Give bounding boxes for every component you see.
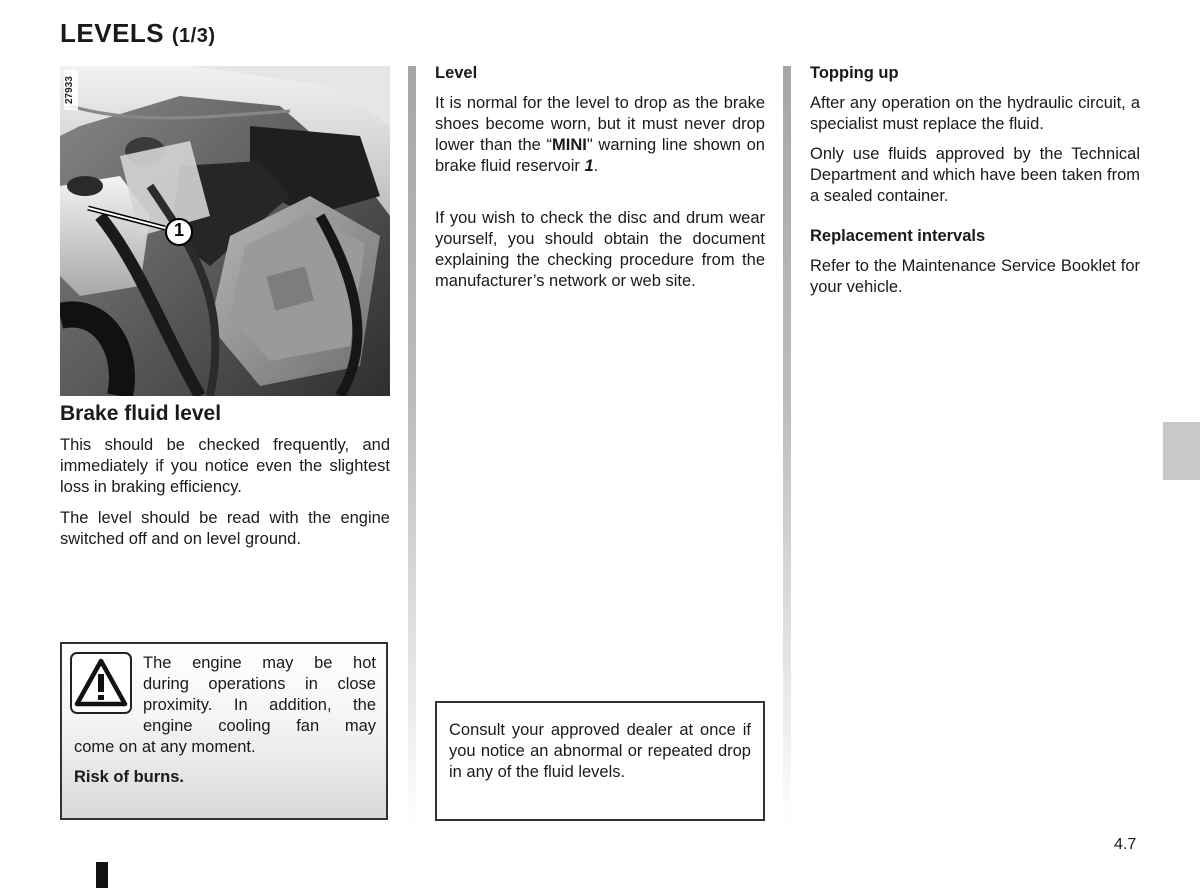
warning-line-5: come on at any moment. bbox=[74, 738, 256, 756]
warning-line-3: proximity. In addition, the bbox=[143, 696, 376, 714]
page-number: 4.7 bbox=[1114, 836, 1137, 853]
level-para1-a: It is normal for the level to drop as the brake shoes become worn, but it must never drop lower than the “ bbox=[435, 94, 765, 154]
page-title-text: LEVELS bbox=[60, 18, 165, 48]
replacement-heading: Replacement intervals bbox=[810, 227, 986, 245]
warning-line-2: during operations in close bbox=[143, 675, 376, 693]
warning-triangle-icon bbox=[70, 652, 132, 714]
topping-up-heading: Topping up bbox=[810, 64, 899, 82]
chapter-tab bbox=[1163, 422, 1200, 480]
crop-mark bbox=[96, 862, 108, 888]
level-para1-end: . bbox=[593, 157, 599, 175]
warning-risk: Risk of burns. bbox=[74, 768, 185, 786]
column-divider-1 bbox=[408, 66, 416, 826]
warning-line-4: engine cooling fan may bbox=[143, 717, 376, 735]
level-para1-b: " warning line shown on brake fluid reservoir bbox=[435, 136, 765, 175]
brake-fluid-para2: The level should be read with the engine switched off and on level ground. bbox=[60, 509, 390, 548]
brake-fluid-para1: This should be checked frequently, and immediately if you notice even the slightest loss in braking efficiency. bbox=[60, 436, 390, 496]
page-title-part: (1/3) bbox=[171, 25, 216, 47]
page-title bbox=[60, 18, 216, 49]
engine-bay-photo bbox=[60, 66, 390, 396]
replacement-para1: Refer to the Maintenance Service Booklet for your vehicle. bbox=[810, 257, 1140, 296]
level-para2: If you wish to check the disc and drum wear yourself, you should obtain the document explaining the checking procedure from the manufacturer’s network or web site. bbox=[435, 209, 765, 290]
level-heading: Level bbox=[435, 64, 478, 82]
level-para1 bbox=[435, 93, 765, 177]
callout-label: 1 bbox=[173, 220, 184, 240]
column-divider-2 bbox=[783, 66, 791, 826]
consult-text: Consult your approved dealer at once if you notice an abnormal or repeated drop in any of the fluid levels. bbox=[449, 721, 751, 781]
warning-line-1: The engine may be hot bbox=[143, 654, 376, 672]
brake-fluid-heading: Brake fluid level bbox=[60, 402, 222, 425]
level-ref: 1 bbox=[584, 157, 594, 175]
level-mini: MINI bbox=[552, 136, 587, 154]
photo-id-label: 27933 bbox=[64, 70, 78, 110]
topping-up-para1: After any operation on the hydraulic circuit, a specialist must replace the fluid. bbox=[810, 94, 1140, 133]
topping-up-para2: Only use fluids approved by the Technical Department and which have been taken from a sealed container. bbox=[810, 145, 1140, 205]
